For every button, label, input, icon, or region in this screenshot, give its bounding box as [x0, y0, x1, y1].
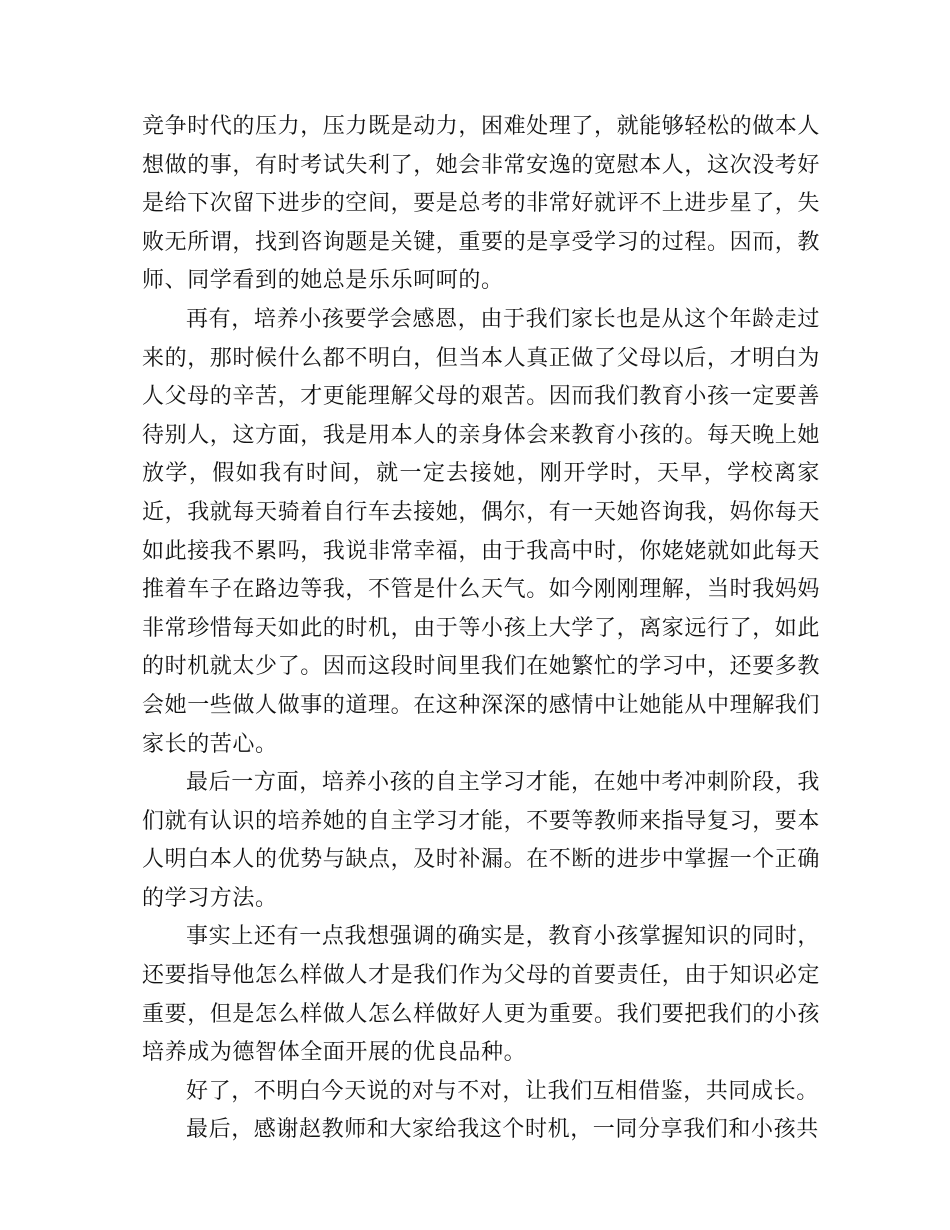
paragraph-6: 最后，感谢赵教师和大家给我这个时机，一同分享我们和小孩共 — [186, 1117, 819, 1143]
paragraph-5: 好了，不明白今天说的对与不对，让我们互相借鉴，共同成长。 — [186, 1078, 819, 1104]
paragraph-1: 竞争时代的压力，压力既是动力，困难处理了，就能够轻松的做本人想做的事，有时考试失利了，她会非常安逸的宽慰本人，这次没考好是给下次留下进步的空间，要是总考的非常好就评不上进步星了，失败无所谓，找到咨询题是关键，重要的是享受学习的过程。因而，教师、同学看到的她总是乐乐呵呵的。 — [142, 114, 821, 294]
document-body — [142, 108, 820, 1150]
paragraph-2: 再有，培养小孩要学会感恩，由于我们家长也是从这个年龄走过来的，那时候什么都不明白，但当本人真正做了父母以后，才明白为人父母的辛苦，才更能理解父母的艰苦。因而我们教育小孩一定要善待别人，这方面，我是用本人的亲身体会来教育小孩的。每天晚上她放学，假如我有时间，就一定去接她，刚开学时，天早，学校离家近，我就每天骑着自行车去接她，偶尔，有一天她咨询我，妈你每天如此接我不累吗，我说非常幸福，由于我高中时，你姥姥就如此每天推着车子在路边等我，不管是什么天气。如今刚刚理解，当时我妈妈非常珍惜每天如此的时机，由于等小孩上大学了，离家远行了，如此的时机就太少了。因而这段时间里我们在她繁忙的学习中，还要多教会她一些做人做事的道理。在这种深深的感情中让她能从中理解我们家长的苦心。 — [142, 306, 821, 757]
paragraph-3: 最后一方面，培养小孩的自主学习才能，在她中考冲刺阶段，我们就有认识的培养她的自主学习才能，不要等教师来指导复习，要本人明白本人的优势与缺点，及时补漏。在不断的进步中掌握一个正确的学习方法。 — [142, 770, 821, 911]
paragraph-4: 事实上还有一点我想强调的确实是，教育小孩掌握知识的同时，还要指导他怎么样做人才是我们作为父母的首要责任，由于知识必定重要，但是怎么样做人怎么样做好人更为重要。我们要把我们的小孩培养成为德智体全面开展的优良品种。 — [142, 924, 821, 1066]
